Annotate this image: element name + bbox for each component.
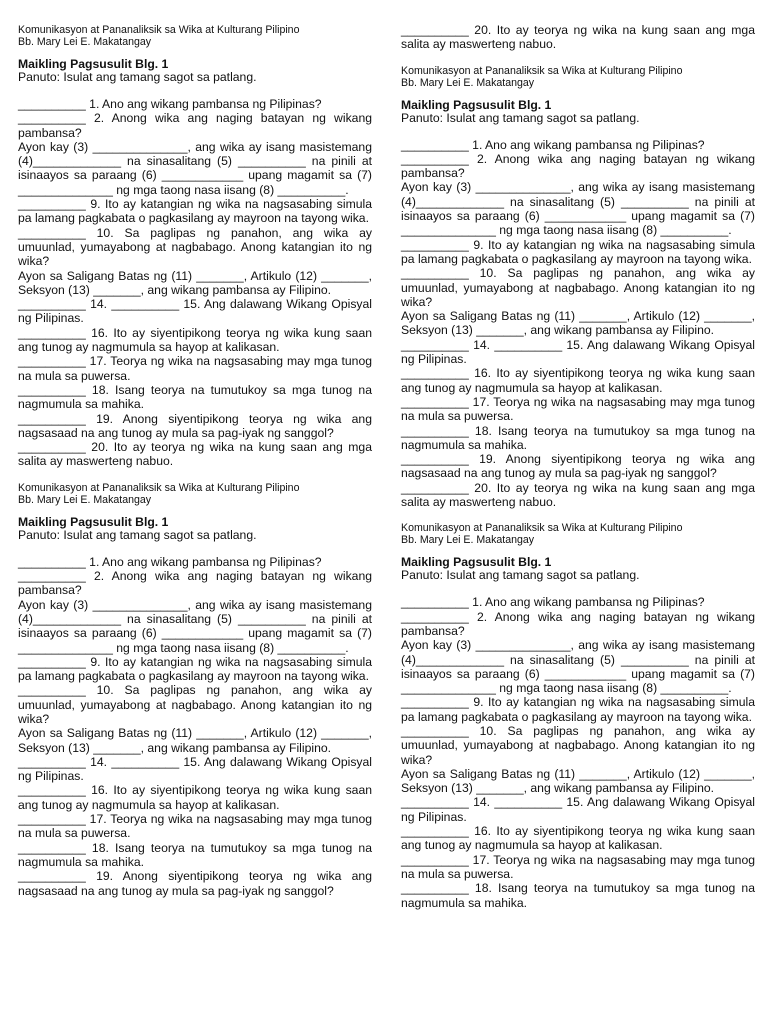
question-9: __________ 9. Ito ay katangian ng wika na nagsasabing simula pa lamang pagkabata o pagkasilang ay mayroon na tayong wika. — [18, 197, 372, 226]
question-list — [18, 555, 372, 898]
question-16: __________ 16. Ito ay siyentipikong teorya ng wika kung saan ang tunog ay nagmumula sa hayop at kalikasan. — [18, 325, 372, 355]
quiz-title: Maikling Pagsusulit Blg. 1 — [401, 555, 552, 570]
question-1: __________ 1. Ano ang wikang pambansa ng Pilipinas? — [401, 595, 705, 610]
course-name: Komunikasyon at Pananaliksik sa Wika at Kulturang Pilipino — [18, 481, 300, 494]
question-10: __________ 10. Sa paglipas ng panahon, ang wika ay umuunlad, yumayabong at nagbabago. Anong katangian ito ng wika? — [18, 225, 372, 269]
quiz-instruction: Panuto: Isulat ang tamang sagot sa patlang. — [18, 70, 257, 84]
quiz-copy-2 — [18, 482, 372, 898]
question-2: __________ 2. Anong wika ang naging batayan ng wikang pambansa? — [18, 111, 372, 140]
question-17: __________ 17. Teorya ng wika na nagsasabing may mga tunog na mula sa puwersa. — [401, 852, 755, 881]
quiz-title: Maikling Pagsusulit Blg. 1 — [401, 97, 552, 112]
question-14-15: __________ 14. __________ 15. Ang dalawang Wikang Opisyal ng Pilipinas. — [18, 754, 372, 784]
teacher-name: Bb. Mary Lei E. Makatangay — [401, 534, 535, 547]
quiz-title: Maikling Pagsusulit Blg. 1 — [18, 514, 169, 529]
quiz-copy-1 — [18, 24, 372, 469]
continued-question-list — [401, 23, 755, 52]
question-3-8: Ayon kay (3) ______________, ang wika ay isang masistemang (4)_____________ na sinasalitang (5) __________ na pinili at isinaayos sa paraang (6) ____________ upang magamit sa (7) ______________ ng mga taong nasa iisang (8) __________. — [401, 180, 755, 238]
question-3-8: Ayon kay (3) ______________, ang wika ay isang masistemang (4)_____________ na sinasalitang (5) __________ na pinili at isinaayos sa paraang (6) ____________ upang magamit sa (7) ______________ ng mga taong nasa iisang (8) __________. — [18, 139, 372, 197]
course-name: Komunikasyon at Pananaliksik sa Wika at Kulturang Pilipino — [401, 64, 683, 77]
question-11-13: Ayon sa Saligang Batas ng (11) _______, Artikulo (12) _______, Seksyon (13) _______, ang wikang pambansa ay Filipino. — [401, 309, 755, 338]
course-name: Komunikasyon at Pananaliksik sa Wika at Kulturang Pilipino — [401, 522, 683, 535]
question-17: __________ 17. Teorya ng wika na nagsasabing may mga tunog na mula sa puwersa. — [18, 354, 372, 383]
question-17: __________ 17. Teorya ng wika na nagsasabing may mga tunog na mula sa puwersa. — [18, 812, 372, 841]
question-9: __________ 9. Ito ay katangian ng wika na nagsasabing simula pa lamang pagkabata o pagkasilang ay mayroon na tayong wika. — [18, 654, 372, 684]
question-10: __________ 10. Sa paglipas ng panahon, ang wika ay umuunlad, yumayabong at nagbabago. Anong katangian ito ng wika? — [401, 723, 755, 767]
quiz-instruction: Panuto: Isulat ang tamang sagot sa patlang. — [401, 568, 640, 583]
question-17: __________ 17. Teorya ng wika na nagsasabing may mga tunog na mula sa puwersa. — [401, 394, 755, 424]
question-9: __________ 9. Ito ay katangian ng wika na nagsasabing simula pa lamang pagkabata o pagkasilang ay mayroon na tayong wika. — [401, 237, 755, 266]
question-list — [401, 138, 755, 510]
question-14-15: __________ 14. __________ 15. Ang dalawang Wikang Opisyal ng Pilipinas. — [401, 337, 755, 367]
question-19: __________ 19. Anong siyentipikong teorya ng wika ang nagsasaad na ang tunog ay mula sa pag-iyak ng sanggol? — [18, 869, 372, 898]
quiz-copy-3 — [401, 65, 755, 510]
quiz-title: Maikling Pagsusulit Blg. 1 — [18, 57, 169, 71]
question-16: __________ 16. Ito ay siyentipikong teorya ng wika kung saan ang tunog ay nagmumula sa hayop at kalikasan. — [401, 366, 755, 395]
question-19: __________ 19. Anong siyentipikong teorya ng wika ang nagsasaad na ang tunog ay mula sa pag-iyak ng sanggol? — [18, 411, 372, 440]
question-1: __________ 1. Ano ang wikang pambansa ng Pilipinas? — [18, 97, 322, 111]
question-1: __________ 1. Ano ang wikang pambansa ng Pilipinas? — [18, 554, 322, 569]
question-2: __________ 2. Anong wika ang naging batayan ng wikang pambansa? — [18, 569, 372, 598]
question-20: __________ 20. Ito ay teorya ng wika na kung saan ang mga salita ay maswerteng nabuo. — [401, 23, 755, 52]
question-19: __________ 19. Anong siyentipikong teorya ng wika ang nagsasaad na ang tunog ay mula sa pag-iyak ng sanggol? — [401, 452, 755, 481]
quiz-copy-4 — [401, 522, 755, 910]
question-18: __________ 18. Isang teorya na tumutukoy sa mga tunog na nagmumula sa mahika. — [401, 881, 755, 910]
question-list — [18, 97, 372, 469]
quiz-instruction: Panuto: Isulat ang tamang sagot sa patlang. — [18, 527, 257, 542]
teacher-name: Bb. Mary Lei E. Makatangay — [18, 493, 152, 506]
quiz-instruction: Panuto: Isulat ang tamang sagot sa patlang. — [401, 110, 640, 125]
question-14-15: __________ 14. __________ 15. Ang dalawang Wikang Opisyal ng Pilipinas. — [401, 795, 755, 824]
teacher-name: Bb. Mary Lei E. Makatangay — [18, 36, 152, 48]
question-9: __________ 9. Ito ay katangian ng wika na nagsasabing simula pa lamang pagkabata o pagkasilang ay mayroon na tayong wika. — [401, 695, 755, 724]
question-10: __________ 10. Sa paglipas ng panahon, ang wika ay umuunlad, yumayabong at nagbabago. Anong katangian ito ng wika? — [401, 266, 755, 309]
question-3-8: Ayon kay (3) ______________, ang wika ay isang masistemang (4)_____________ na sinasalitang (5) __________ na pinili at isinaayos sa paraang (6) ____________ upang magamit sa (7) ______________ ng mga taong nasa iisang (8) __________. — [401, 638, 755, 696]
question-18: __________ 18. Isang teorya na tumutukoy sa mga tunog na nagmumula sa mahika. — [18, 840, 372, 869]
left-column — [18, 24, 372, 898]
question-11-13: Ayon sa Saligang Batas ng (11) _______, Artikulo (12) _______, Seksyon (13) _______, ang wikang pambansa ay Filipino. — [18, 726, 372, 755]
question-1: __________ 1. Ano ang wikang pambansa ng Pilipinas? — [401, 137, 705, 152]
question-20: __________ 20. Ito ay teorya ng wika na kung saan ang mga salita ay maswerteng nabuo. — [401, 480, 755, 510]
question-14-15: __________ 14. __________ 15. Ang dalawang Wikang Opisyal ng Pilipinas. — [18, 297, 372, 326]
question-list — [401, 595, 755, 910]
question-2: __________ 2. Anong wika ang naging batayan ng wikang pambansa? — [401, 609, 755, 638]
question-16: __________ 16. Ito ay siyentipikong teorya ng wika kung saan ang tunog ay nagmumula sa hayop at kalikasan. — [401, 824, 755, 853]
question-11-13: Ayon sa Saligang Batas ng (11) _______, Artikulo (12) _______, Seksyon (13) _______, ang wikang pambansa ay Filipino. — [401, 766, 755, 796]
question-18: __________ 18. Isang teorya na tumutukoy sa mga tunog na nagmumula sa mahika. — [18, 382, 372, 412]
question-20: __________ 20. Ito ay teorya ng wika na kung saan ang mga salita ay maswerteng nabuo. — [18, 440, 372, 469]
teacher-name: Bb. Mary Lei E. Makatangay — [401, 76, 535, 89]
question-16: __________ 16. Ito ay siyentipikong teorya ng wika kung saan ang tunog ay nagmumula sa hayop at kalikasan. — [18, 783, 372, 812]
question-2: __________ 2. Anong wika ang naging batayan ng wikang pambansa? — [401, 151, 755, 181]
question-10: __________ 10. Sa paglipas ng panahon, ang wika ay umuunlad, yumayabong at nagbabago. Anong katangian ito ng wika? — [18, 683, 372, 726]
question-3-8: Ayon kay (3) ______________, ang wika ay isang masistemang (4)_____________ na sinasalitang (5) __________ na pinili at isinaayos sa paraang (6) ____________ upang magamit sa (7) ______________ ng mga taong nasa iisang (8) __________. — [18, 597, 372, 655]
question-18: __________ 18. Isang teorya na tumutukoy sa mga tunog na nagmumula sa mahika. — [401, 423, 755, 452]
course-name: Komunikasyon at Pananaliksik sa Wika at Kulturang Pilipino — [18, 24, 300, 36]
question-11-13: Ayon sa Saligang Batas ng (11) _______, Artikulo (12) _______, Seksyon (13) _______, ang wikang pambansa ay Filipino. — [18, 268, 372, 297]
right-column — [401, 23, 755, 910]
